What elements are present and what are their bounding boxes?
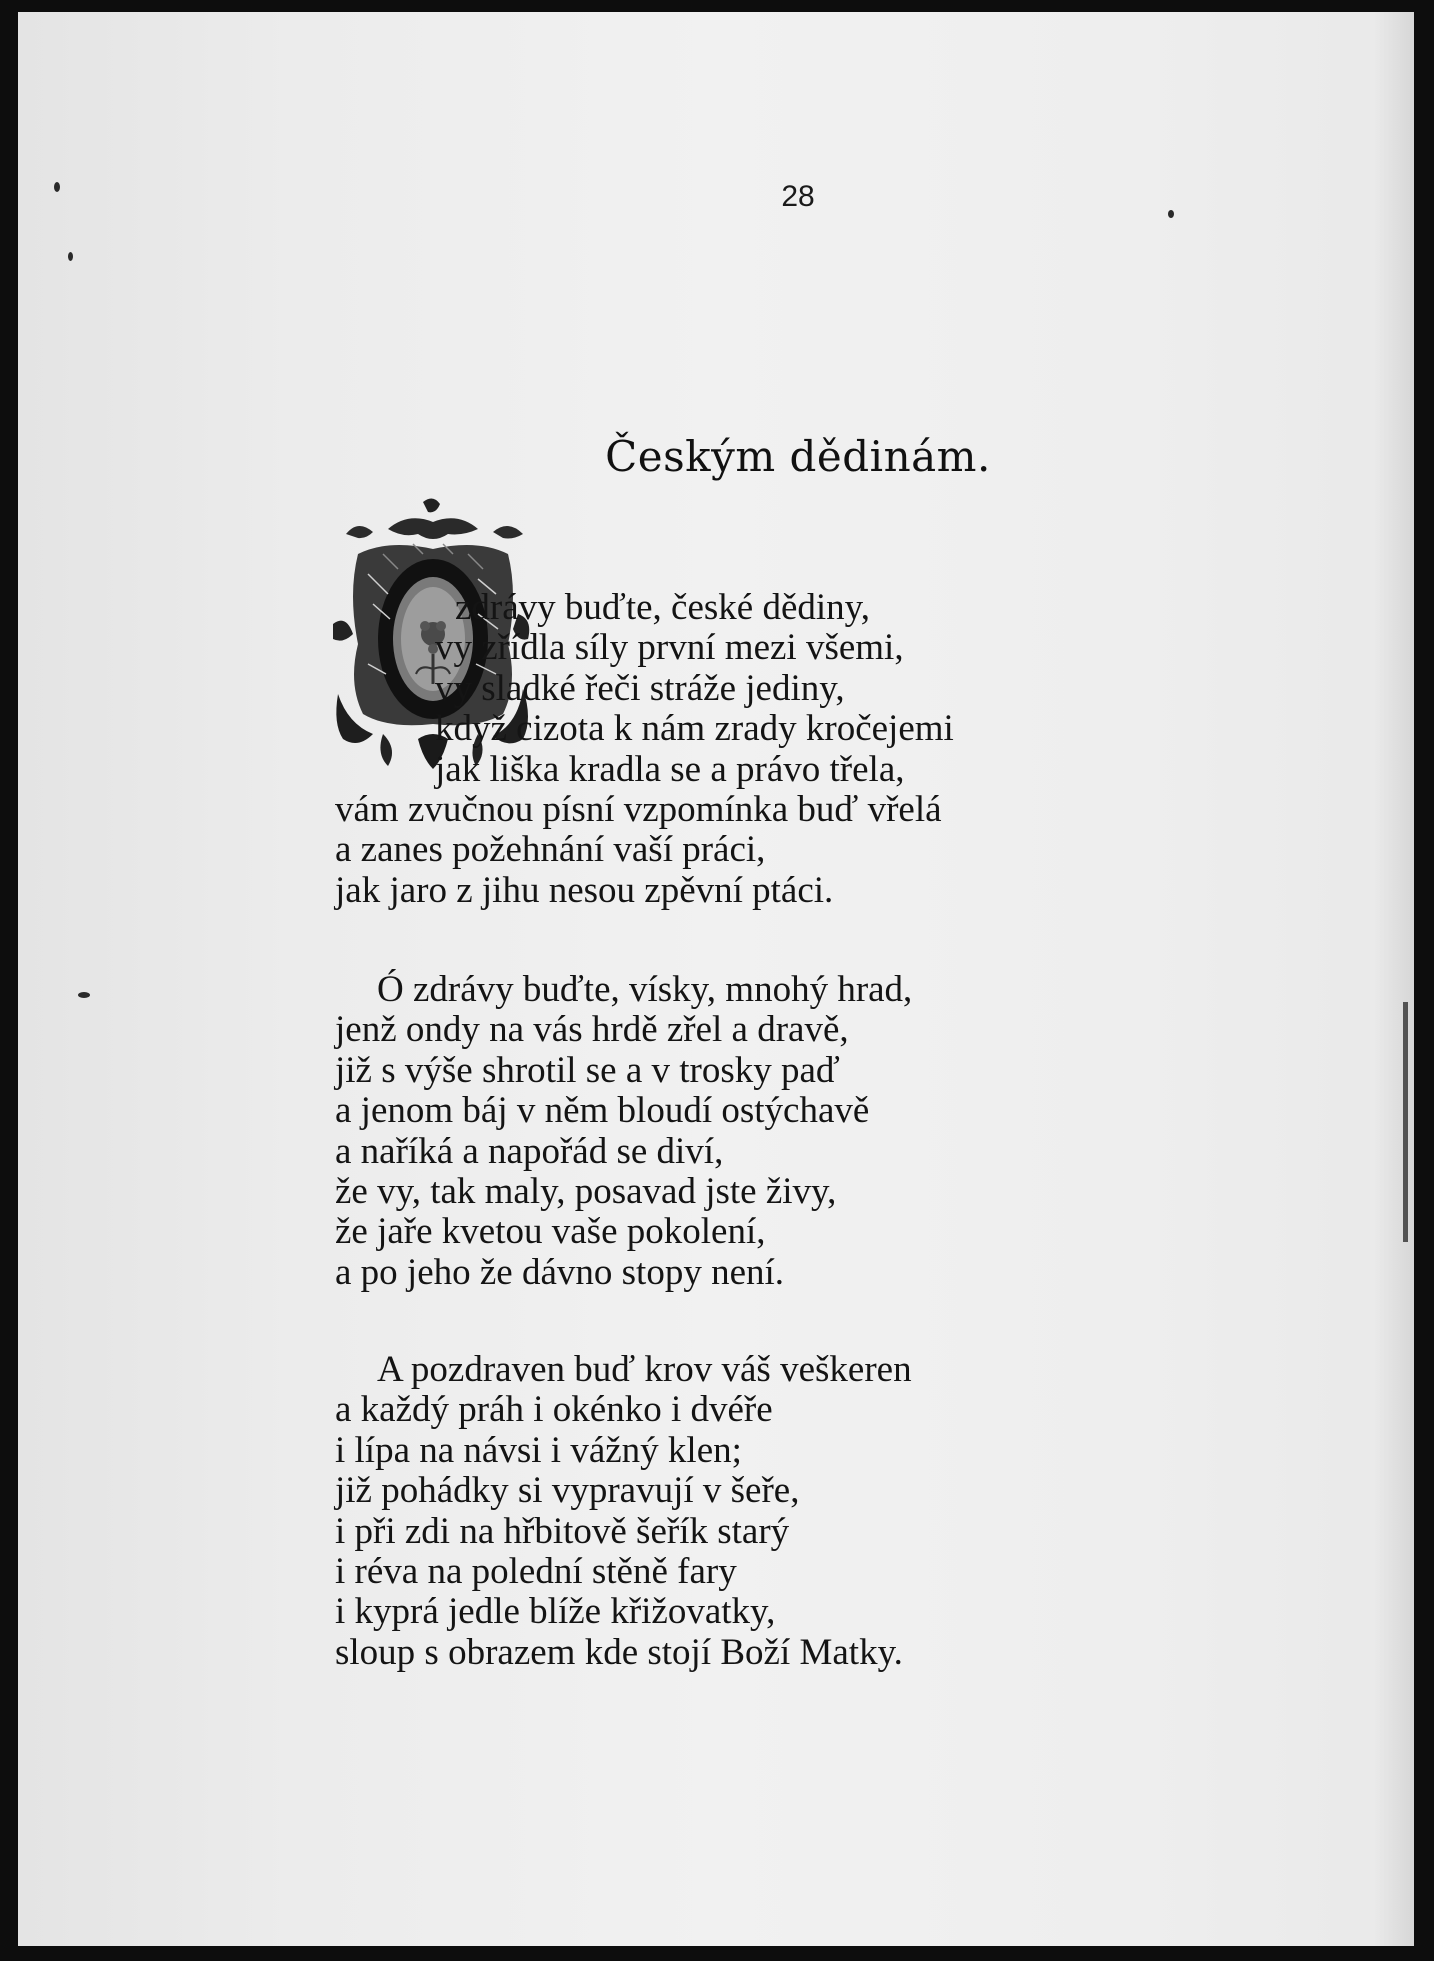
stanza-2 [335,970,1235,1293]
verse-line: jak jaro z jihu nesou zpěvní ptáci. [335,869,834,911]
verse-line: a po jeho že dávno stopy není. [335,1251,785,1293]
ink-speck [1168,210,1174,218]
verse-line: Ó zdrávy buďte, vísky, mnohý hrad, [377,969,913,1010]
verse-line: a zanes požehnání vaší práci, [335,829,766,871]
verse-line: že jaře kvetou vaše pokolení, [335,1211,766,1253]
page-number: 28 [781,180,815,213]
verse-line: a každý práh i okénko i dvéře [335,1389,773,1431]
stanza-3 [335,1350,1235,1673]
verse-line: jenž ondy na vás hrdě zřel a dravě, [335,1009,849,1051]
stanza-1-continued [335,790,1235,911]
ink-speck [68,252,73,261]
verse-line: když cizota k nám zrady kročejemi [435,708,954,750]
verse-line: že vy, tak maly, posavad jste živy, [335,1171,837,1213]
page-shadow [1374,12,1414,1946]
verse-line: A pozdraven buď krov váš veškeren [377,1349,912,1390]
verse-line: a jenom báj v něm bloudí ostýchavě [335,1090,870,1132]
verse-line: sloup s obrazem kde stojí Boží Matky. [335,1631,903,1673]
verse-line: vy zřídla síly první mezi všemi, [435,627,904,669]
verse-line: i lípa na návsi i vážný klen; [335,1429,742,1471]
verse-line: i réva na polední stěně fary [335,1551,737,1593]
verse-line: vy sladké řeči stráže jediny, [435,667,845,709]
stanza-1 [435,588,1235,790]
ink-speck [54,182,60,192]
verse-line: vám zvučnou písní vzpomínka buď vřelá [335,789,942,830]
verse-line: a naříká a napořád se diví, [335,1130,724,1172]
poem-title: Českým dědinám. [605,432,991,481]
verse-line: zdrávy buďte, české dědiny, [455,587,871,628]
verse-line: již s výše shrotil se a v trosky paď [335,1049,840,1091]
verse-line: již pohádky si vypravují v šeře, [335,1470,800,1512]
verse-line: i kyprá jedle blíže křižovatky, [335,1591,776,1633]
verse-line: i při zdi na hřbitově šeřík starý [335,1510,790,1552]
verse-line: jak liška kradla se a právo třela, [435,748,905,790]
book-page [18,12,1414,1946]
ink-speck [78,992,90,998]
